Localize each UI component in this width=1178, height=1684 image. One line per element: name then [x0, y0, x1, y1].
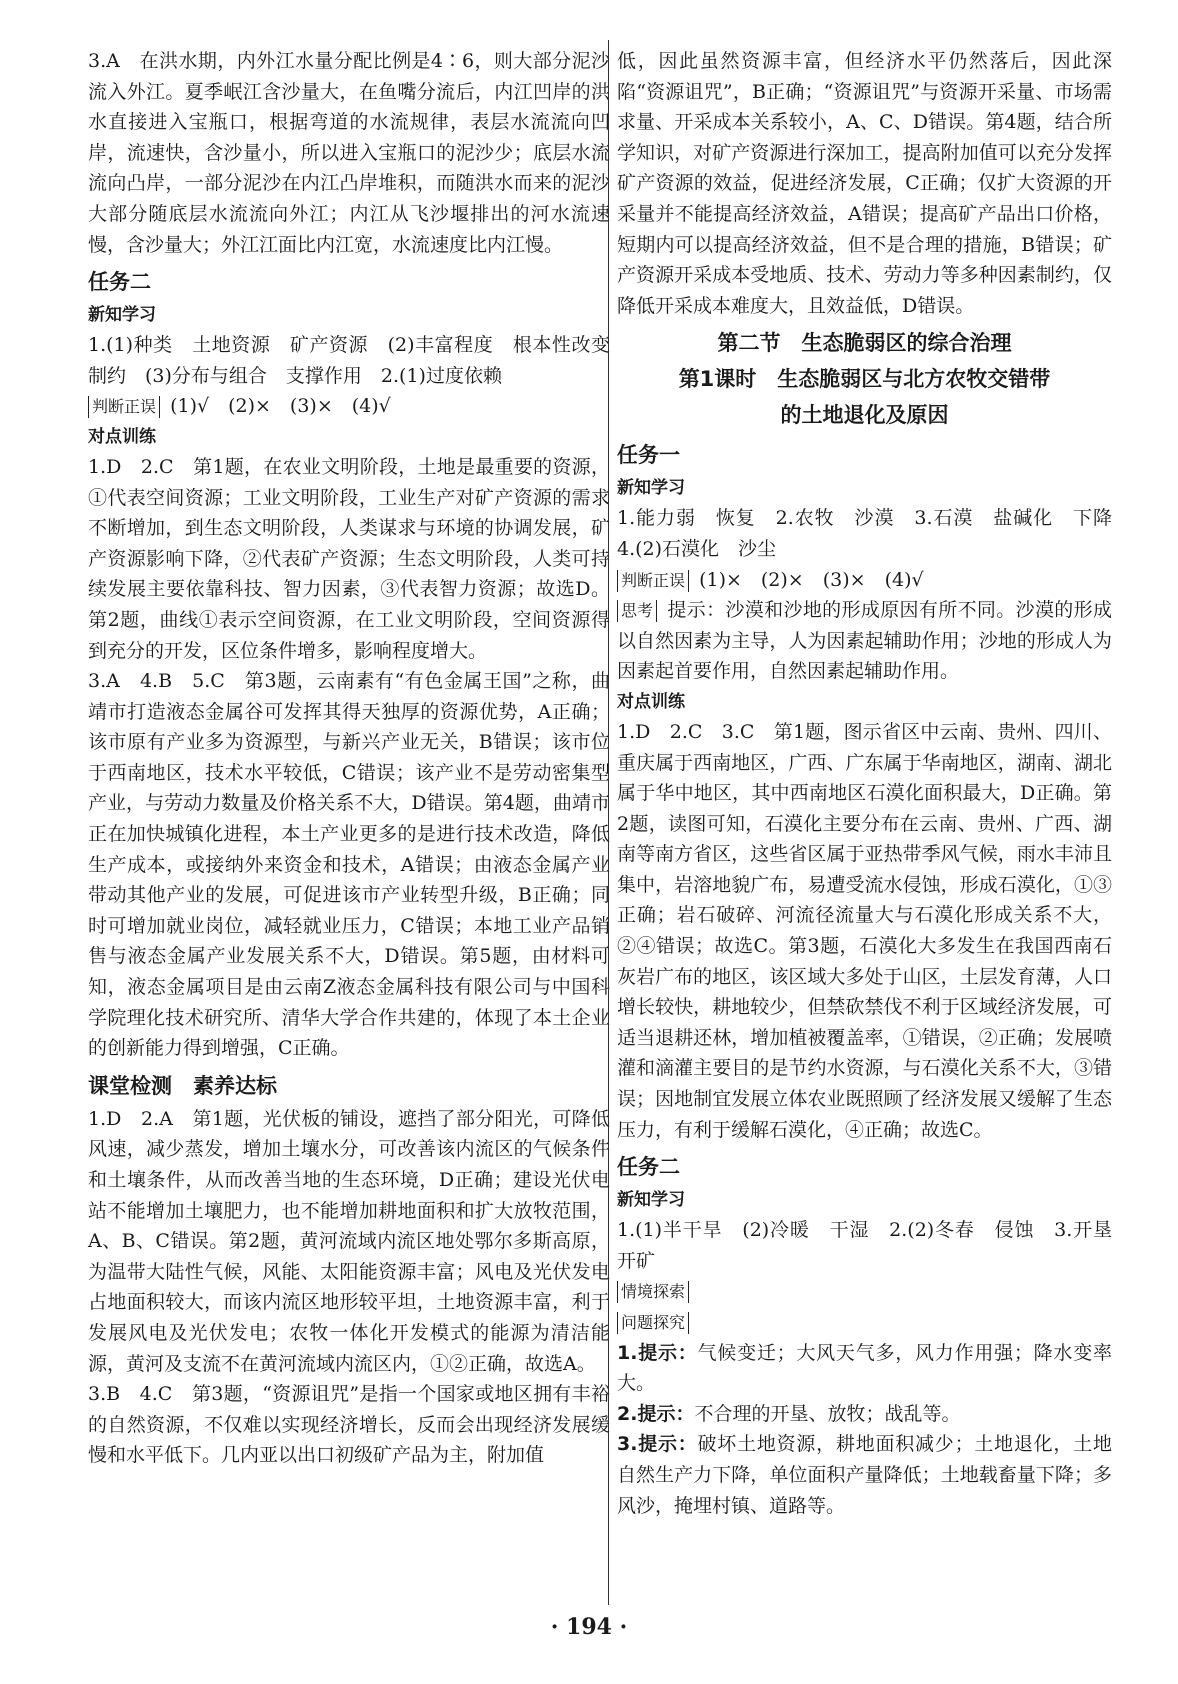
class-test-heading: 课堂检测 素养达标 [88, 1073, 277, 1098]
answer-label: 3.提示： [617, 1433, 698, 1456]
judge-row [617, 565, 1112, 596]
answer-text: 不合理的开垦、放牧；战乱等。 [694, 1402, 961, 1425]
column-divider [608, 40, 609, 1605]
new-knowledge-text: 1.(1)半干旱 (2)冷暖 干湿 2.(2)冬春 侵蚀 3.开垦 开矿 [617, 1219, 1132, 1272]
task2-heading: 任务二 [88, 270, 151, 295]
answer-label: 1.提示： [617, 1341, 698, 1364]
new-knowledge-text: 1.(1)种类 土地资源 矿产资源 (2)丰富程度 根本性改变 制约 (3)分布与组合 支撑作用 2.(1)过度依赖 [88, 334, 630, 387]
training-heading: 对点训练 [617, 691, 685, 712]
judge-row [88, 391, 610, 422]
explore-tag: 情境探索 [617, 1281, 689, 1303]
new-knowledge-heading: 新知学习 [88, 305, 156, 326]
class-test-paragraph: 3.B 4.C 第3题，“资源诅咒”是指一个国家或地区拥有丰裕的自然资源，不仅难以实现经济增长，反而会出现经济发展缓慢和水平低下。几内亚以出口初级矿产品为主，附加值 [88, 1383, 610, 1467]
answer-item [617, 1399, 1112, 1430]
judge-tag: 判断正误 [88, 396, 160, 418]
answer-item [617, 1429, 1112, 1521]
answer-item [617, 1338, 1112, 1399]
lesson-title: 第1课时 生态脆弱区与北方农牧交错带 [678, 367, 1051, 392]
right-column [617, 46, 1132, 1626]
training-paragraph: 1.D 2.C 第1题，在农业文明阶段，土地是最重要的资源，①代表空间资源；工业文明阶段，工业生产对矿产资源的需求不断增加，到生态文明阶段，人类谋求与环境的协调发展，矿产资源影响下降，②代表矿产资源；生态文明阶段，人类可持续发展主要依靠科技、智力因素，③代表智力资源；故选D。第2题，曲线①表示空间资源，在工业文明阶段，空间资源得到充分的开发，区位条件增多，影响程度增大。 [88, 455, 610, 662]
judge-tag: 判断正误 [617, 570, 689, 592]
think-text: 提示：沙漠和沙地的形成原因有所不同。沙漠的形成以自然因素为主导，人为因素起辅助作用；沙地的形成人为因素起首要作用，自然因素起辅助作用。 [617, 599, 1112, 683]
section-title: 第二节 生态脆弱区的综合治理 [717, 331, 1012, 356]
lesson-title-cont: 的土地退化及原因 [780, 403, 949, 428]
explore-row [617, 1276, 1112, 1307]
think-row [617, 595, 1112, 687]
training-paragraph: 3.A 4.B 5.C 第3题，云南素有“有色金属王国”之称，曲靖市打造液态金属谷可发挥其得天独厚的资源优势，A正确；该市原有产业多为资源型，与新兴产业无关，B错误；该市位于西南地区，技术水平较低，C错误；该产业不是劳动密集型产业，与劳动力数量及价格关系不大，D错误。第4题，曲靖市正在加快城镇化进程，本土产业更多的是进行技术改造，降低生产成本，或接纳外来资金和技术，A错误；由液态金属产业带动其他产业的发展，可促进该市产业转型升级，B正确；同时可增加就业岗位，减轻就业压力，C错误；本地工业产品销售与液态金属产业发展关系不大，D错误。第5题，由材料可知，液态金属项目是由云南Z液态金属科技有限公司与中国科学院理化技术研究所、清华大学合作共建的，体现了本土企业的创新能力得到增强，C正确。 [88, 670, 610, 1060]
answer-label: 2.提示： [617, 1402, 695, 1425]
page-number: · 194 · [550, 1614, 628, 1640]
continued-paragraph: 低，因此虽然资源丰富，但经济水平仍然落后，因此深陷“资源诅咒”，B正确；“资源诅咒”与资源开采量、市场需求量、开采成本关系较小，A、C、D错误。第4题，结合所学知识，对矿产资源进行深加工，提高附加值可以充分发挥矿产资源的效益，促进经济发展，C正确；仅扩大资源的开采量并不能提高经济效益，A错误；提高矿产品出口价格，短期内可以提高经济效益，但不是合理的措施，B错误；矿产资源开采成本受地质、技术、劳动力等多种因素制约，仅降低开采成本难度大，且效益低，D错误。 [617, 50, 1112, 317]
class-test-paragraph: 1.D 2.A 第1题，光伏板的铺设，遮挡了部分阳光，可降低风速，减少蒸发，增加土壤水分，可改善该内流区的气候条件和土壤条件，从而改善当地的生态环境，D正确；建设光伏电站不能增加土壤肥力，也不能增加耕地面积和扩大放牧范围，A、B、C错误。第2题，黄河流域内流区地处鄂尔多斯高原，为温带大陆性气候，风能、太阳能资源丰富；风电及光伏发电占地面积较大，而该内流区地形较平坦，土地资源丰富，利于发展风电及光伏发电；农牧一体化开发模式的能源为清洁能源，黄河及支流不在黄河流域内流区内，①②正确，故选A。 [88, 1107, 610, 1375]
task2-heading: 任务二 [617, 1155, 680, 1180]
new-knowledge-text: 1.能力弱 恢复 2.农牧 沙漠 3.石漠 盐碱化 下降 4.(2)石漠化 沙尘 [617, 507, 1132, 560]
think-tag: 思考 [617, 600, 657, 622]
training-paragraph: 1.D 2.C 3.C 第1题，图示省区中云南、贵州、四川、重庆属于西南地区，广西、广东属于华南地区，湖南、湖北属于华中地区，其中西南地区石漠化面积最大，D正确。第2题，读图可知，石漠化主要分布在云南、贵州、广西、湖南等南方省区，这些省区属于亚热带季风气候，雨水丰沛且集中，岩溶地貌广布，易遭受流水侵蚀，形成石漠化，①③正确；岩石破碎、河流径流量大与石漠化形成关系不大，②④错误；故选C。第3题，石漠化大多发生在我国西南石灰岩广布的地区，该区域大多处于山区，土层发育薄，人口增长较快，耕地较少，但禁砍禁伐不利于区域经济发展，可适当退耕还林，增加植被覆盖率，①错误，②正确；发展喷灌和滴灌主要目的是节约水资源，与石漠化关系不大，③错误；因地制宜发展立体农业既照顾了经济发展又缓解了生态压力，有利于缓解石漠化，④正确；故选C。 [617, 720, 1112, 1141]
answer-text: 破坏土地资源，耕地面积减少；土地退化，土地自然生产力下降，单位面积产量降低；土地载畜量下降；多风沙，掩埋村镇、道路等。 [617, 1433, 1112, 1517]
task1-heading: 任务一 [617, 443, 680, 468]
new-knowledge-heading: 新知学习 [617, 478, 685, 499]
judge-answers: (1)√ (2)× (3)× (4)√ [170, 395, 391, 418]
training-heading: 对点训练 [88, 426, 156, 447]
answer-text: 气候变迁；大风天气多，风力作用强；降水变率大。 [617, 1341, 1112, 1395]
left-column [88, 46, 630, 1626]
question-tag: 问题探究 [617, 1312, 689, 1334]
judge-answers: (1)× (2)× (3)× (4)√ [699, 568, 924, 591]
new-knowledge-heading: 新知学习 [617, 1190, 685, 1211]
intro-paragraph: 3.A 在洪水期，内外江水量分配比例是4∶6，则大部分泥沙流入外江。夏季岷江含沙量大，在鱼嘴分流后，内江凹岸的洪水直接进入宝瓶口，根据弯道的水流规律，表层水流流向凹岸，流速快，含沙量小，所以进入宝瓶口的泥沙少；底层水流流向凸岸，一部分泥沙在内江凸岸堆积，而随洪水而来的泥沙大部分随底层水流流向外江；内江从飞沙堰排出的河水流速慢，含沙量大；外江江面比内江宽，水流速度比内江慢。 [88, 50, 610, 256]
question-row [617, 1307, 1112, 1338]
